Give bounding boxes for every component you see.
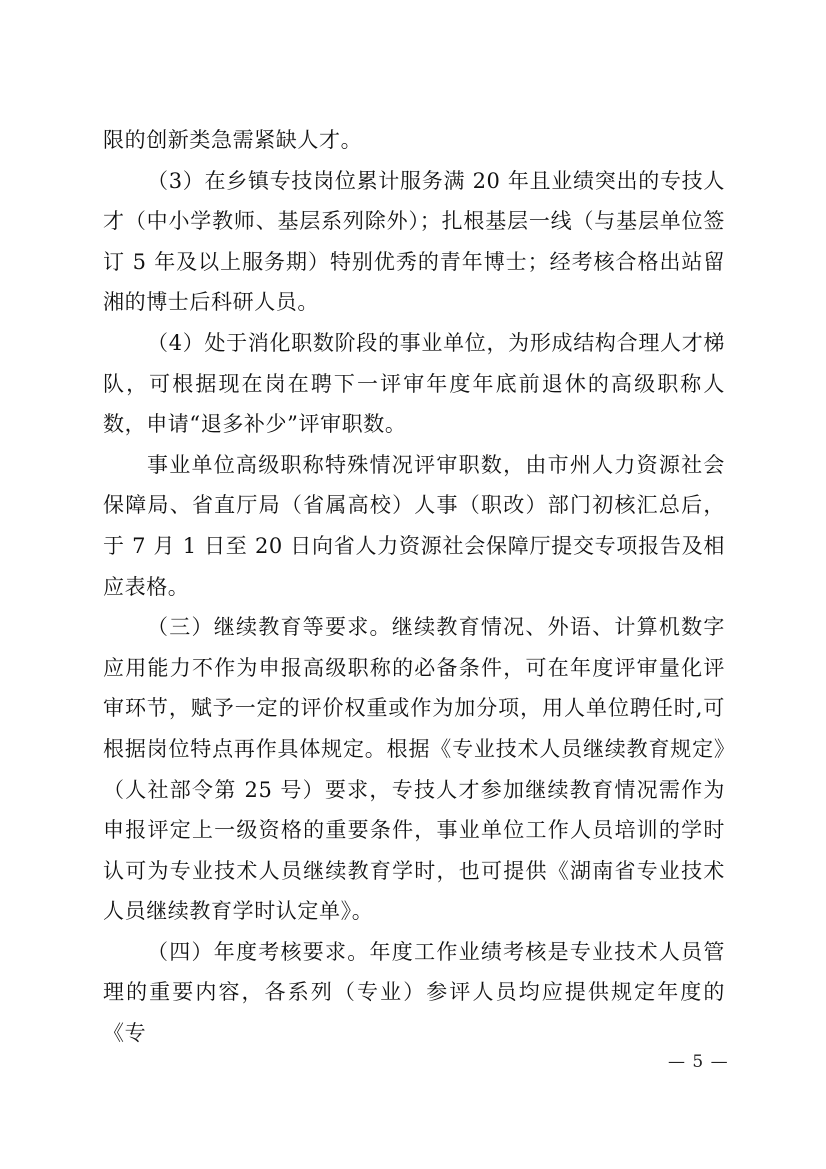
paragraph-item-4: （4）处于消化职数阶段的事业单位，为形成结构合理人才梯队，可根据现在岗在聘下一评审年度年底前退休的高级职称人数，申请“退多补少”评审职数。: [103, 330, 725, 437]
paragraph-section-3: （三）继续教育等要求。继续教育情况、外语、计算机数字应用能力不作为申报高级职称的必备条件，可在年度评审量化评审环节，赋予一定的评价权重或作为加分项，用人单位聘任时,可根据岗位特点再作具体规定。根据《专业技术人员继续教育规定》（人社部令第 25 号）要求，专技人才参加继续教育情况需作为申报评定上一级资格的重要条件，事业单位工作人员培训的学时认可为专业技术人员继续教育学时，也可提供《湖南省专业技术人员继续教育学时认定单》。: [103, 615, 725, 924]
paragraph-special-review: 事业单位高级职称特殊情况评审职数，由市州人力资源社会保障局、省直厅局（省属高校）人事（职改）部门初核汇总后，于 7 月 1 日至 20 日向省人力资源社会保障厅提交专项报告及相应表格。: [103, 452, 725, 599]
page-number: — 5 —: [668, 1052, 729, 1072]
paragraph-continued: 限的创新类急需紧缺人才。: [103, 128, 363, 152]
paragraph-item-3: （3）在乡镇专技岗位累计服务满 20 年且业绩突出的专技人才（中小学教师、基层系列除外）；扎根基层一线（与基层单位签订 5 年及以上服务期）特别优秀的青年博士；经考核合格出站留湘的博士后科研人员。: [103, 168, 725, 315]
body-text: [103, 120, 725, 1054]
paragraph-section-4: （四）年度考核要求。年度工作业绩考核是专业技术人员管理的重要内容，各系列（专业）参评人员均应提供规定年度的《专: [103, 939, 725, 1046]
